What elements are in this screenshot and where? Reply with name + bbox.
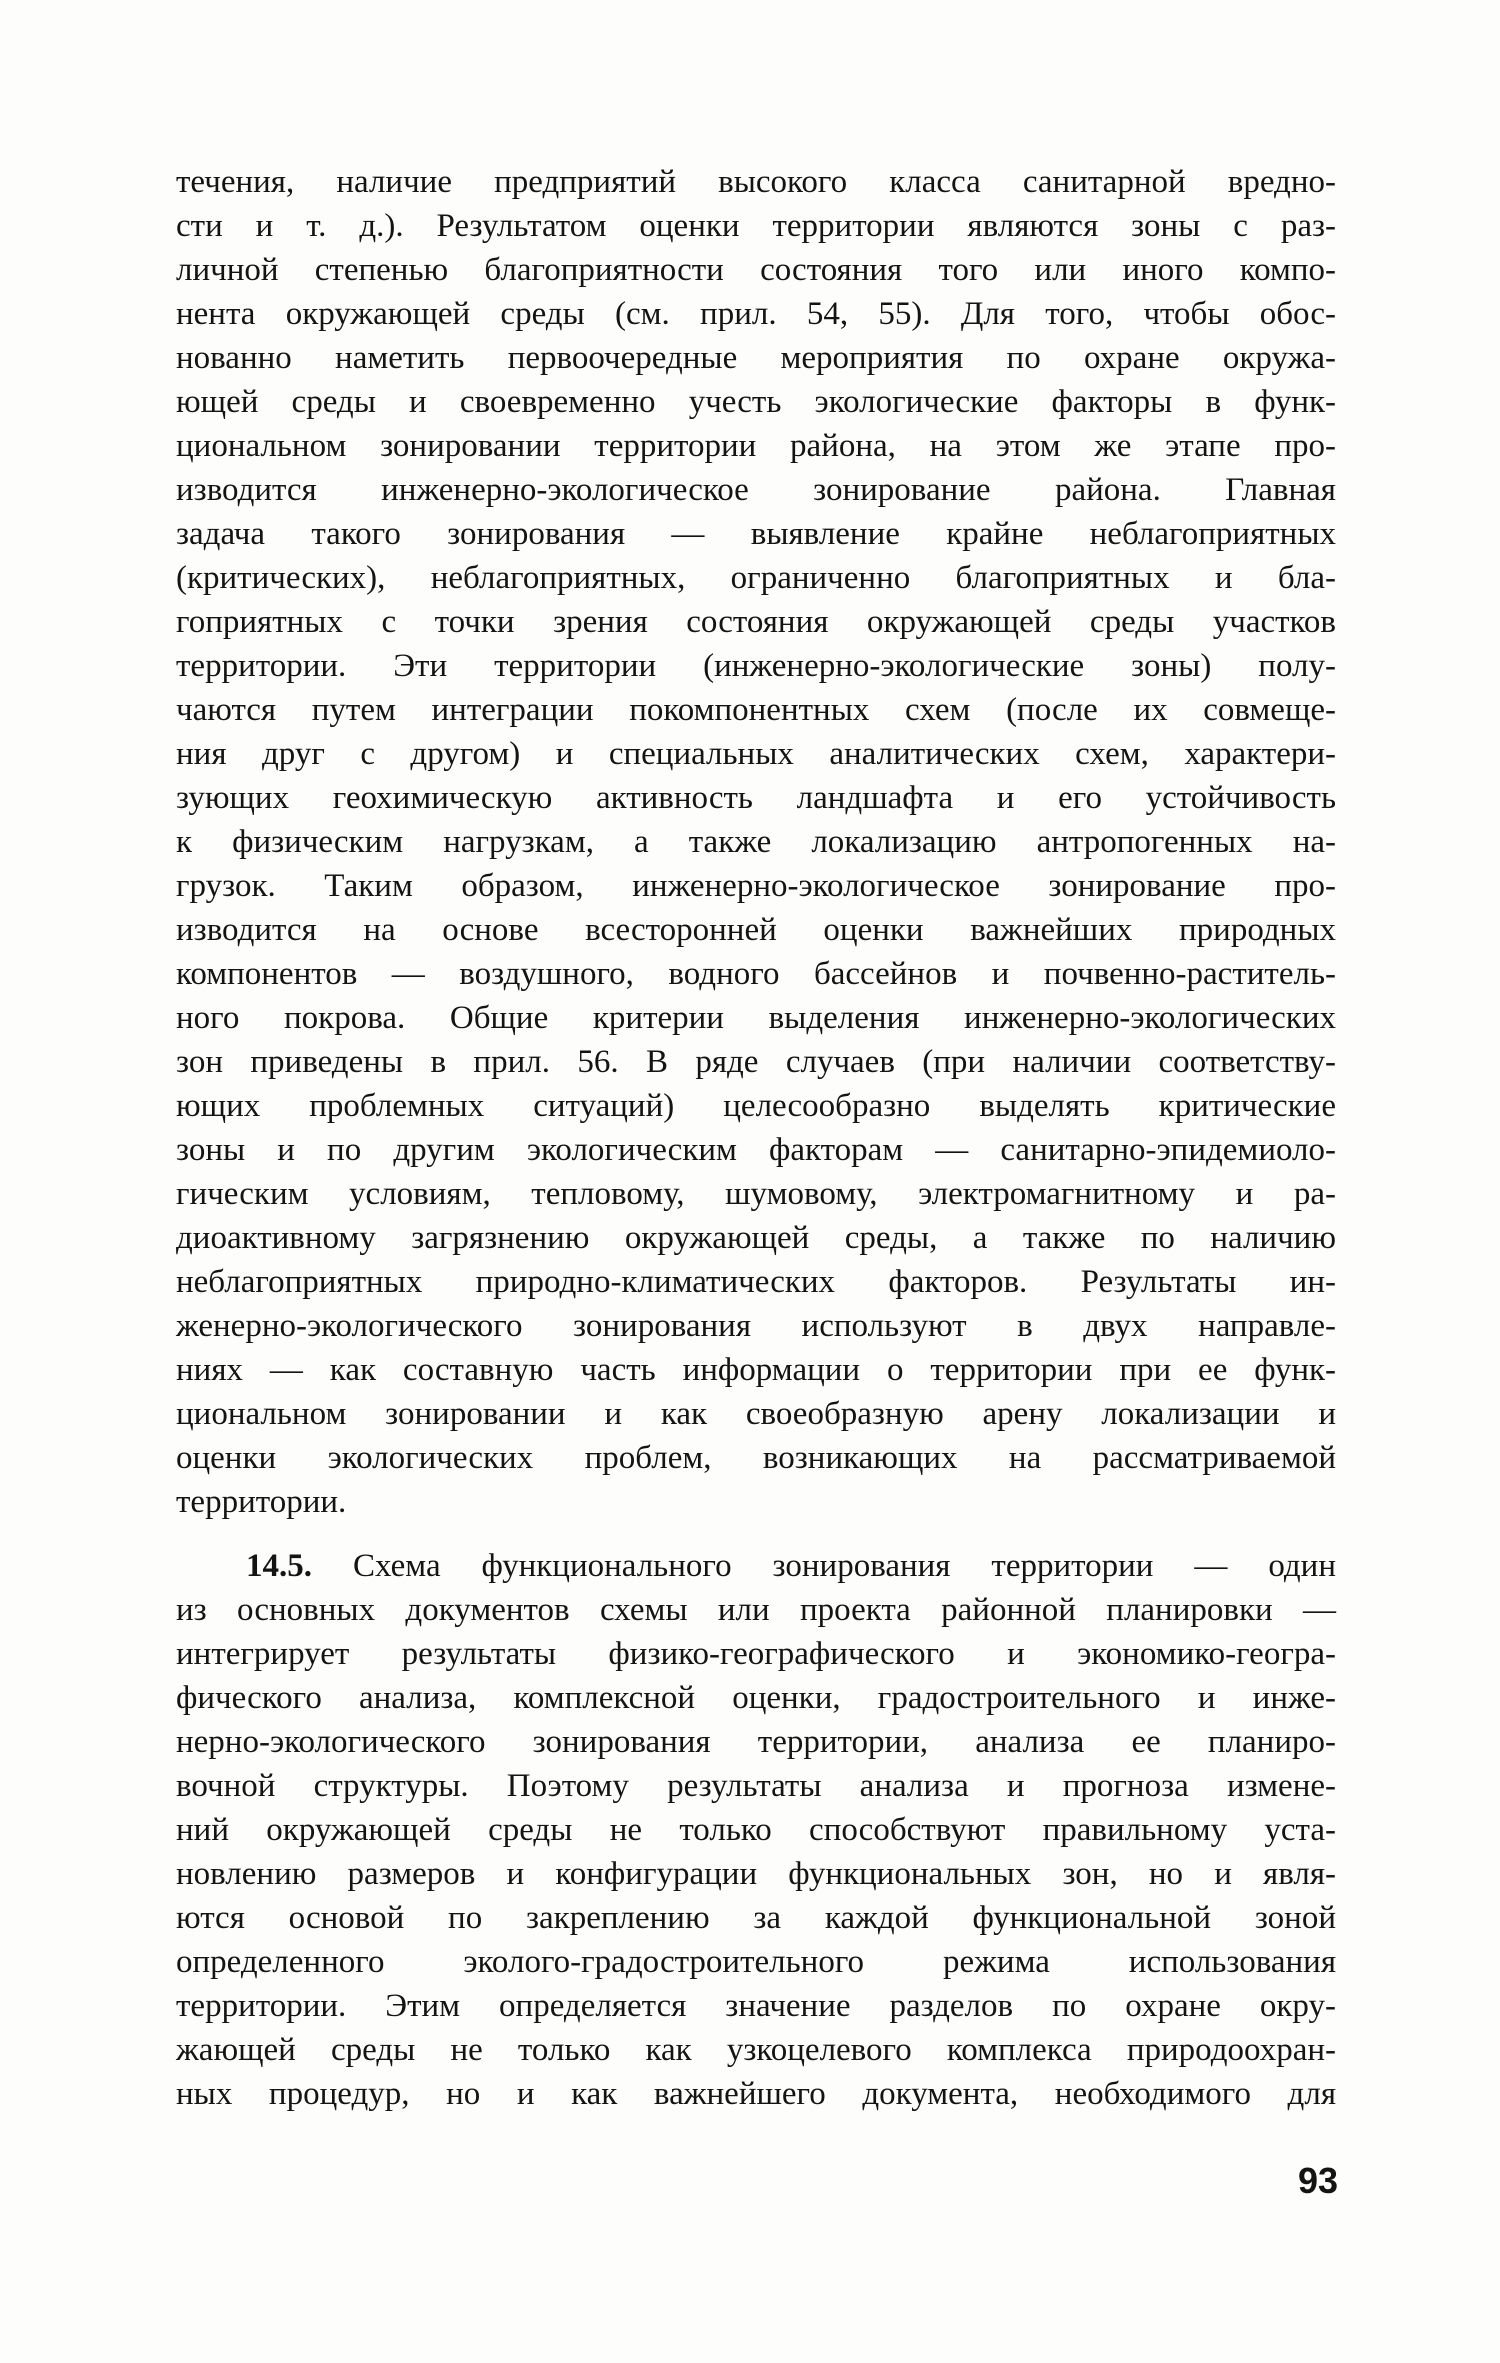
text-line: диоактивному загрязнению окружающей среды, а также по наличию <box>176 1220 1336 1256</box>
text-line: сти и т. д.). Результатом оценки территории являются зоны с раз- <box>176 208 1336 244</box>
text-line: (критических), неблагоприятных, ограниченно благоприятных и бла- <box>176 560 1336 596</box>
text-line: определенного эколого-градостроительного режима использования <box>176 1944 1336 1980</box>
paragraph-1 <box>176 160 1336 1524</box>
text-line: ниях — как составную часть информации о территории при ее функ- <box>176 1352 1336 1388</box>
page-number: 93 <box>1297 2160 1338 2201</box>
text-line: вочной структуры. Поэтому результаты анализа и прогноза измене- <box>176 1768 1336 1804</box>
text-line: нерно-экологического зонирования территории, анализа ее планиро- <box>176 1724 1336 1760</box>
text-line: территории. Эти территории (инженерно-экологические зоны) полу- <box>176 648 1336 684</box>
text-line: изводится инженерно-экологическое зонирование района. Главная <box>176 472 1336 508</box>
text-line: нента окружающей среды (см. прил. 54, 55). Для того, чтобы обос- <box>176 296 1336 332</box>
text-line: ются основой по закреплению за каждой функциональной зоной <box>176 1900 1336 1936</box>
text-line: к физическим нагрузкам, а также локализацию антропогенных на- <box>176 824 1336 860</box>
text-line: нованно наметить первоочередные мероприятия по охране окружа- <box>176 340 1336 376</box>
text-line: из основных документов схемы или проекта районной планировки — <box>176 1592 1336 1628</box>
section-heading-line <box>176 1544 1336 1588</box>
text-line: гоприятных с точки зрения состояния окружающей среды участков <box>176 604 1336 640</box>
text-line: интегрирует результаты физико-географического и экономико-геогра- <box>176 1636 1336 1672</box>
text-line: новлению размеров и конфигурации функциональных зон, но и явля- <box>176 1856 1336 1892</box>
text-line: территории. <box>176 1484 347 1520</box>
text-line: ного покрова. Общие критерии выделения инженерно-экологических <box>176 1000 1336 1036</box>
text-line: личной степенью благоприятности состояния того или иного компо- <box>176 252 1336 288</box>
text-line: ных процедур, но и как важнейшего документа, необходимого для <box>176 2076 1336 2112</box>
text-line: зоны и по другим экологическим факторам — санитарно-эпидемиоло- <box>176 1132 1336 1168</box>
text-line: фического анализа, комплексной оценки, градостроительного и инже- <box>176 1680 1336 1716</box>
text-line: течения, наличие предприятий высокого класса санитарной вредно- <box>176 164 1336 200</box>
text-line: гическим условиям, тепловому, шумовому, электромагнитному и ра- <box>176 1176 1336 1212</box>
section-heading-text: Схема функционального зонирования территории — один <box>352 1548 1337 1584</box>
text-line: ющих проблемных ситуаций) целесообразно выделять критические <box>176 1088 1336 1124</box>
text-line: ния друг с другом) и специальных аналитических схем, характери- <box>176 736 1336 772</box>
text-line: чаются путем интеграции покомпонентных схем (после их совмеще- <box>176 692 1336 728</box>
text-line: зон приведены в прил. 56. В ряде случаев (при наличии соответству- <box>176 1044 1336 1080</box>
text-line: оценки экологических проблем, возникающих на рассматриваемой <box>176 1440 1336 1476</box>
text-line: ний окружающей среды не только способствуют правильному уста- <box>176 1812 1336 1848</box>
text-line: изводится на основе всесторонней оценки важнейших природных <box>176 912 1336 948</box>
paragraph-2 <box>176 1544 1336 2116</box>
section-number: 14.5. <box>246 1548 312 1584</box>
text-line: задача такого зонирования — выявление крайне неблагоприятных <box>176 516 1336 552</box>
text-line: женерно-экологического зонирования используют в двух направле- <box>176 1308 1336 1344</box>
text-line: территории. Этим определяется значение разделов по охране окру- <box>176 1988 1336 2024</box>
text-line: циональном зонировании и как своеобразную арену локализации и <box>176 1396 1336 1432</box>
text-line: зующих геохимическую активность ландшафта и его устойчивость <box>176 780 1336 816</box>
text-line: ющей среды и своевременно учесть экологические факторы в функ- <box>176 384 1336 420</box>
text-line: циональном зонировании территории района, на этом же этапе про- <box>176 428 1336 464</box>
text-line: жающей среды не только как узкоцелевого комплекса природоохран- <box>176 2032 1336 2068</box>
text-line: неблагоприятных природно-климатических факторов. Результаты ин- <box>176 1264 1336 1300</box>
text-line: компонентов — воздушного, водного бассейнов и почвенно-раститель- <box>176 956 1336 992</box>
text-line: грузок. Таким образом, инженерно-экологическое зонирование про- <box>176 868 1336 904</box>
